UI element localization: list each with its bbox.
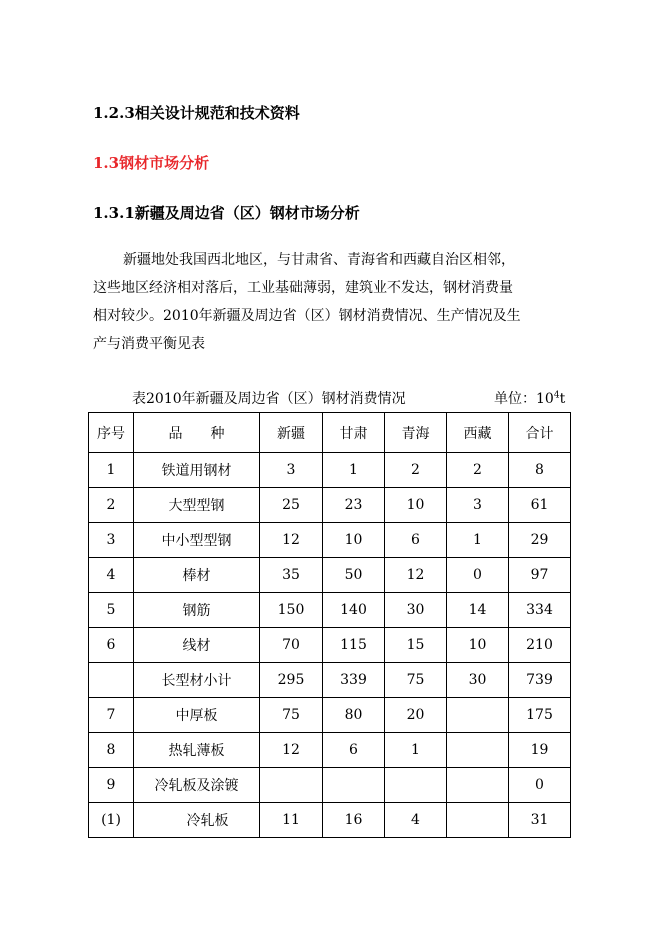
cell-total: 0 [509, 768, 571, 803]
cell-gansu: 140 [323, 593, 385, 628]
section-heading-1-3-1: 1.3.1新疆及周边省（区）钢材市场分析 [93, 204, 360, 222]
cell-variety: 铁道用钢材 [134, 453, 260, 488]
cell-total: 210 [509, 628, 571, 663]
cell-qinghai [385, 768, 447, 803]
cell-gansu: 10 [323, 523, 385, 558]
cell-xizang: 3 [447, 488, 509, 523]
cell-qinghai: 4 [385, 803, 447, 838]
paragraph-line: 新疆地处我国西北地区，与甘肃省、青海省和西藏自治区相邻， [123, 252, 515, 268]
cell-qinghai: 1 [385, 733, 447, 768]
cell-gansu: 16 [323, 803, 385, 838]
cell-no: 3 [89, 523, 134, 558]
cell-xinjiang: 11 [260, 803, 323, 838]
table-row [89, 488, 571, 523]
cell-variety: 冷轧板及涂镀 [134, 768, 260, 803]
cell-gansu: 80 [323, 698, 385, 733]
cell-xizang: 2 [447, 453, 509, 488]
paragraph-line: 这些地区经济相对落后，工业基础薄弱，建筑业不发达，钢材消费量 [93, 280, 513, 296]
cell-no: 2 [89, 488, 134, 523]
cell-no: 7 [89, 698, 134, 733]
cell-variety: 棒材 [134, 558, 260, 593]
cell-no: 8 [89, 733, 134, 768]
cell-gansu: 6 [323, 733, 385, 768]
cell-total: 29 [509, 523, 571, 558]
cell-gansu [323, 768, 385, 803]
cell-total: 175 [509, 698, 571, 733]
table-row [89, 768, 571, 803]
cell-total: 31 [509, 803, 571, 838]
cell-no: 9 [89, 768, 134, 803]
unit-prefix: 单位：10 [494, 391, 554, 407]
cell-xizang: 30 [447, 663, 509, 698]
table-row [89, 523, 571, 558]
header-total: 合计 [509, 413, 571, 453]
cell-no [89, 663, 134, 698]
header-no: 序号 [89, 413, 134, 453]
cell-xizang: 0 [447, 558, 509, 593]
cell-xinjiang: 25 [260, 488, 323, 523]
section-heading-1-3: 1.3钢材市场分析 [93, 154, 210, 172]
cell-total: 8 [509, 453, 571, 488]
header-xinjiang: 新疆 [260, 413, 323, 453]
paragraph-line: 相对较少。2010年新疆及周边省（区）钢材消费情况、生产情况及生 [93, 308, 521, 324]
cell-variety: 热轧薄板 [134, 733, 260, 768]
table-row [89, 803, 571, 838]
table-row [89, 663, 571, 698]
cell-total: 739 [509, 663, 571, 698]
header-variety: 品 种 [134, 413, 260, 453]
cell-xinjiang: 75 [260, 698, 323, 733]
cell-qinghai: 20 [385, 698, 447, 733]
header-qinghai: 青海 [385, 413, 447, 453]
cell-no: 5 [89, 593, 134, 628]
header-gansu: 甘肃 [323, 413, 385, 453]
section-heading-1-2-3: 1.2.3相关设计规范和技术资料 [93, 104, 300, 122]
cell-no: (1) [89, 803, 134, 838]
cell-xinjiang: 12 [260, 523, 323, 558]
cell-no: 1 [89, 453, 134, 488]
cell-variety: 中厚板 [134, 698, 260, 733]
cell-qinghai: 15 [385, 628, 447, 663]
cell-variety: 长型材小计 [134, 663, 260, 698]
cell-no: 4 [89, 558, 134, 593]
cell-xinjiang: 150 [260, 593, 323, 628]
cell-total: 334 [509, 593, 571, 628]
cell-qinghai: 30 [385, 593, 447, 628]
cell-gansu: 115 [323, 628, 385, 663]
cell-variety: 冷轧板 [134, 803, 260, 838]
body-paragraph [93, 246, 573, 358]
table-header-row [89, 413, 571, 453]
header-xizang: 西藏 [447, 413, 509, 453]
cell-gansu: 50 [323, 558, 385, 593]
paragraph-line: 产与消费平衡见表 [93, 336, 205, 352]
table-row [89, 593, 571, 628]
cell-xinjiang: 295 [260, 663, 323, 698]
cell-xizang [447, 733, 509, 768]
cell-xinjiang: 12 [260, 733, 323, 768]
cell-xinjiang: 3 [260, 453, 323, 488]
table-row [89, 628, 571, 663]
cell-total: 61 [509, 488, 571, 523]
cell-xizang [447, 768, 509, 803]
cell-xizang: 1 [447, 523, 509, 558]
cell-gansu: 1 [323, 453, 385, 488]
table-caption: 表2010年新疆及周边省（区）钢材消费情况 [132, 391, 406, 407]
table-row [89, 558, 571, 593]
cell-qinghai: 10 [385, 488, 447, 523]
cell-xizang: 14 [447, 593, 509, 628]
cell-qinghai: 75 [385, 663, 447, 698]
unit-exponent: 4 [553, 390, 560, 401]
cell-gansu: 23 [323, 488, 385, 523]
cell-qinghai: 6 [385, 523, 447, 558]
cell-qinghai: 12 [385, 558, 447, 593]
cell-xinjiang: 70 [260, 628, 323, 663]
cell-gansu: 339 [323, 663, 385, 698]
table-row [89, 698, 571, 733]
cell-xinjiang [260, 768, 323, 803]
cell-total: 19 [509, 733, 571, 768]
cell-variety: 线材 [134, 628, 260, 663]
cell-xinjiang: 35 [260, 558, 323, 593]
unit-suffix: t [559, 391, 566, 407]
cell-variety: 大型型钢 [134, 488, 260, 523]
cell-qinghai: 2 [385, 453, 447, 488]
table-row [89, 733, 571, 768]
table-row [89, 453, 571, 488]
cell-xizang [447, 698, 509, 733]
steel-consumption-table [88, 412, 571, 838]
cell-xizang [447, 803, 509, 838]
table-unit [494, 388, 565, 408]
cell-no: 6 [89, 628, 134, 663]
cell-xizang: 10 [447, 628, 509, 663]
cell-variety: 中小型型钢 [134, 523, 260, 558]
cell-total: 97 [509, 558, 571, 593]
cell-variety: 钢筋 [134, 593, 260, 628]
